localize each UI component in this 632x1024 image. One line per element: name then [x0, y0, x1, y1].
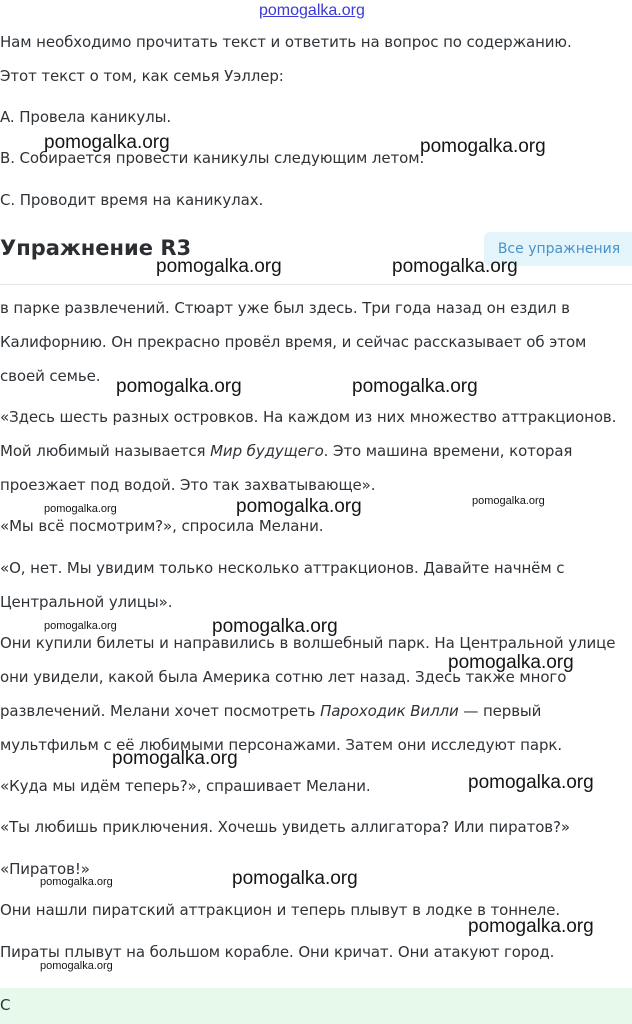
watermark: pomogalka.org	[236, 496, 362, 517]
text-fragment: развлечений. Мелани хочет посмотреть	[0, 702, 321, 720]
watermark: pomogalka.org	[44, 132, 170, 153]
text-line: они увидели, какой была Америка сотню лет назад. Здесь также много	[0, 668, 567, 686]
option-c: C. Проводит время на каникулах.	[0, 191, 264, 209]
text-fragment: Мой любимый называется	[0, 442, 211, 460]
cartoon-name: Пароходик Вилли	[320, 702, 459, 720]
watermark: pomogalka.org	[232, 868, 358, 889]
all-exercises-button[interactable]: Все упражнения	[484, 232, 632, 266]
text-line: «Пиратов!»	[0, 860, 90, 878]
text-fragment: — первый	[458, 702, 542, 720]
text-line: Центральной улицы».	[0, 593, 173, 611]
text-line: Они купили билеты и направились в волшебный парк. На Центральной улице	[0, 634, 616, 652]
watermark: pomogalka.org	[468, 772, 594, 793]
text-line: «О, нет. Мы увидим только несколько аттракционов. Давайте начнём с	[0, 559, 565, 577]
watermark: pomogalka.org	[448, 652, 574, 673]
text-line: мультфильм с её любимыми персонажами. Затем они исследуют парк.	[0, 736, 563, 754]
text-line: Пираты плывут на большом корабле. Они кричат. Они атакуют город.	[0, 943, 555, 961]
attraction-name: Мир будущего	[210, 442, 324, 460]
text-line	[0, 702, 541, 720]
option-a: A. Провела каникулы.	[0, 108, 172, 126]
exercise-title: Упражнение R3	[0, 236, 192, 260]
watermark: pomogalka.org	[112, 748, 238, 769]
divider	[0, 284, 632, 285]
text-line: проезжает под водой. Это так захватывающе».	[0, 476, 376, 494]
intro-line-2: Этот текст о том, как семья Уэллер:	[0, 67, 284, 85]
watermark: pomogalka.org	[40, 876, 113, 888]
watermark: pomogalka.org	[392, 256, 518, 277]
text-line: Они нашли пиратский аттракцион и теперь плывут в лодке в тоннеле.	[0, 901, 561, 919]
text-line: в парке развлечений. Стюарт уже был здесь. Три года назад он ездил в	[0, 299, 570, 317]
text-line	[0, 442, 572, 460]
text-fragment: . Это машина времени, которая	[323, 442, 573, 460]
watermark: pomogalka.org	[44, 620, 117, 632]
watermark: pomogalka.org	[212, 616, 338, 637]
watermark: pomogalka.org	[44, 503, 117, 515]
text-line: своей семье.	[0, 367, 101, 385]
option-b: B. Собирается провести каникулы следующим летом.	[0, 149, 425, 167]
bottom-label: С	[0, 996, 11, 1014]
text-line: Калифорнию. Он прекрасно провёл время, и сейчас рассказывает об этом	[0, 333, 587, 351]
site-link[interactable]: pomogalka.org	[259, 2, 365, 19]
watermark: pomogalka.org	[472, 495, 545, 507]
bottom-bar	[0, 988, 632, 1024]
watermark: pomogalka.org	[156, 256, 282, 277]
text-line: «Ты любишь приключения. Хочешь увидеть аллигатора? Или пиратов?»	[0, 818, 570, 836]
watermark: pomogalka.org	[40, 960, 113, 972]
text-line: «Мы всё посмотрим?», спросила Мелани.	[0, 517, 324, 535]
watermark: pomogalka.org	[116, 376, 242, 397]
watermark: pomogalka.org	[468, 916, 594, 937]
intro-line-1: Нам необходимо прочитать текст и ответить на вопрос по содержанию.	[0, 33, 572, 51]
text-line: «Здесь шесть разных островков. На каждом из них множество аттракционов.	[0, 408, 617, 426]
watermark: pomogalka.org	[420, 136, 546, 157]
watermark: pomogalka.org	[352, 376, 478, 397]
text-line: «Куда мы идём теперь?», спрашивает Мелани.	[0, 777, 371, 795]
